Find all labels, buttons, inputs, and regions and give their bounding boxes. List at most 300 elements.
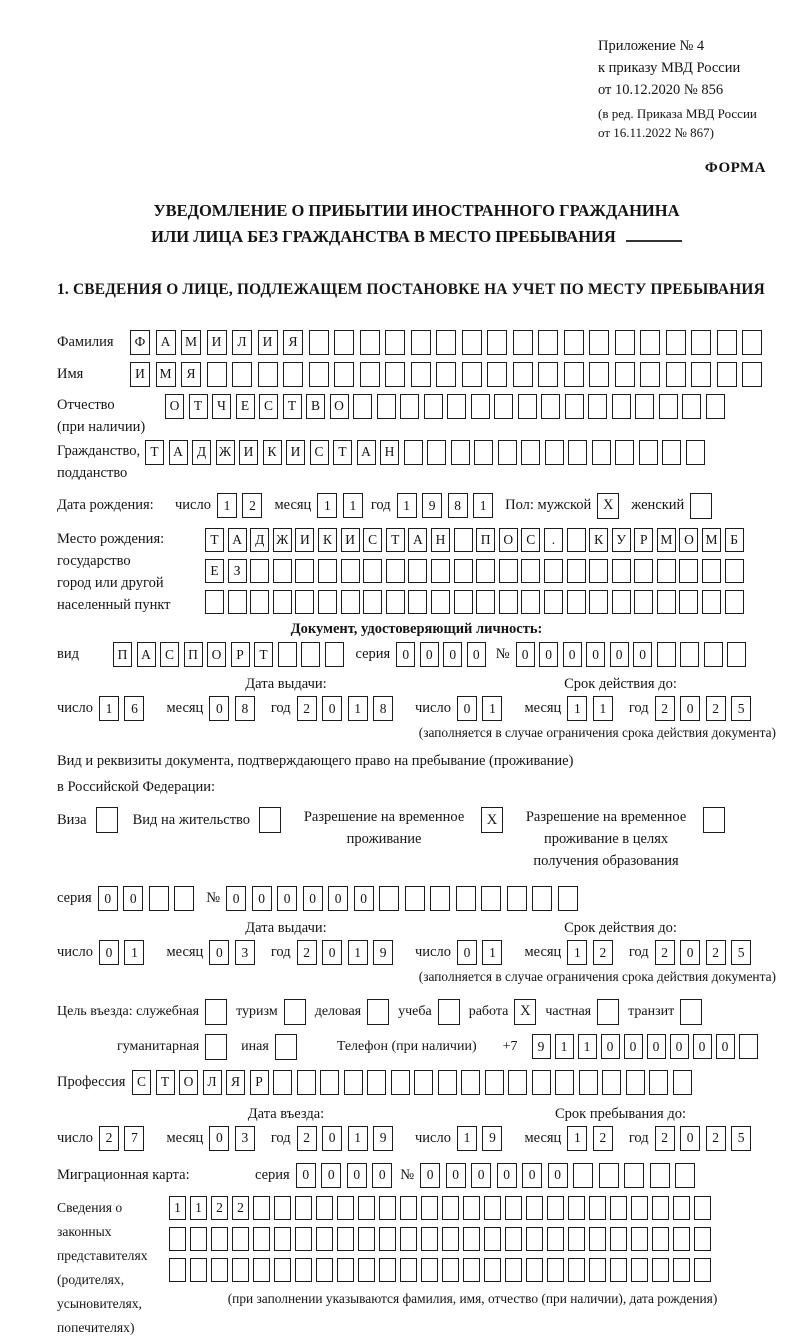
char-box (673, 1070, 692, 1095)
char-box: 0 (277, 886, 297, 911)
char-box: 2 (655, 940, 675, 965)
field-given-name (130, 362, 762, 387)
purpose-humanitarian (117, 1034, 227, 1060)
purpose-transit (628, 999, 702, 1025)
char-box (316, 1227, 333, 1251)
label-number: № (206, 890, 221, 907)
char-box: Н (380, 440, 399, 465)
char-box (454, 528, 473, 552)
char-box (325, 642, 344, 667)
label-day: число (415, 1129, 451, 1146)
char-box: Д (192, 440, 211, 465)
char-box: И (207, 330, 227, 355)
char-box: К (263, 440, 282, 465)
char-box (631, 1196, 648, 1220)
label-doc-type: вид (57, 646, 79, 663)
char-box: П (113, 642, 132, 667)
label-issue-date: Дата выдачи: (245, 920, 327, 937)
field-stay-day (457, 1126, 503, 1151)
char-box (211, 1227, 228, 1251)
char-box (602, 1070, 621, 1095)
char-box (568, 1258, 585, 1282)
char-box (447, 394, 466, 419)
char-box: Ж (216, 440, 235, 465)
char-box: 0 (347, 1163, 367, 1188)
char-box (386, 590, 405, 614)
char-box: X (514, 999, 536, 1025)
char-box (205, 1034, 227, 1060)
char-box: С (310, 440, 329, 465)
label-transit: транзит (628, 1003, 675, 1019)
char-box: 0 (471, 1163, 491, 1188)
char-box: 1 (348, 940, 368, 965)
field-migration-series (296, 1163, 393, 1188)
permit-dates (57, 940, 776, 965)
label-representatives-line5: усыновителях, (57, 1295, 142, 1311)
label-private: частная (545, 1003, 592, 1019)
char-box (634, 590, 653, 614)
char-box (592, 440, 611, 465)
char-box (657, 590, 676, 614)
char-box (400, 394, 419, 419)
label-day: число (415, 700, 451, 717)
char-box: А (408, 528, 427, 552)
field-representatives-line1 (169, 1196, 776, 1220)
field-entry-month (209, 1126, 255, 1151)
char-box (408, 590, 427, 614)
label-temp-residence-edu-line1: Разрешение на временное (525, 809, 687, 826)
char-box: 1 (482, 940, 502, 965)
field-birth-year (397, 493, 494, 518)
checkbox-other (275, 1034, 297, 1060)
char-box (341, 559, 360, 583)
char-box (599, 1163, 619, 1188)
char-box (424, 394, 443, 419)
char-box: А (156, 330, 176, 355)
char-box (436, 330, 456, 355)
char-box (259, 807, 281, 833)
char-box (275, 1034, 297, 1060)
char-box (487, 362, 507, 387)
checkbox-residence-permit (259, 807, 281, 833)
label-month: месяц (166, 944, 204, 961)
char-box (481, 886, 501, 911)
char-box (205, 999, 227, 1025)
label-year: год (270, 944, 291, 961)
purpose-study (398, 999, 460, 1025)
entry-date (57, 1126, 415, 1151)
char-box (174, 886, 194, 911)
char-box (411, 362, 431, 387)
char-box (649, 1070, 668, 1095)
char-box (612, 559, 631, 583)
char-box (476, 559, 495, 583)
char-box: 1 (473, 493, 493, 518)
label-business: деловая (314, 1003, 362, 1019)
char-box: 0 (322, 696, 342, 721)
field-id-expiry-year (655, 696, 752, 721)
char-box (634, 559, 653, 583)
label-year: год (628, 944, 649, 961)
char-box: 1 (317, 493, 337, 518)
char-box (337, 1227, 354, 1251)
label-birthplace-line1: Место рождения: (57, 530, 165, 547)
char-box (568, 440, 587, 465)
char-box: Т (145, 440, 164, 465)
field-birth-month (317, 493, 363, 518)
field-permit-expiry-day (457, 940, 503, 965)
field-permit-expiry-month (567, 940, 613, 965)
label-residence-permit: Вид на жительство (132, 812, 251, 829)
char-box (427, 440, 446, 465)
char-box: П (184, 642, 203, 667)
char-box (379, 1196, 396, 1220)
char-box (521, 590, 540, 614)
char-box: 2 (297, 940, 317, 965)
char-box: 0 (321, 1163, 341, 1188)
char-box (659, 394, 678, 419)
char-box (657, 642, 676, 667)
char-box (545, 440, 564, 465)
char-box (400, 1258, 417, 1282)
char-box (615, 362, 635, 387)
char-box: И (258, 330, 278, 355)
char-box: 0 (693, 1034, 712, 1059)
char-box: О (330, 394, 349, 419)
char-box: Я (283, 330, 303, 355)
char-box: Р (634, 528, 653, 552)
row-migration-card (57, 1163, 776, 1188)
char-box (624, 1163, 644, 1188)
label-series: серия (57, 890, 92, 907)
residence-doc-text-2: в Российской Федерации: (57, 779, 216, 796)
char-box (538, 362, 558, 387)
char-box: 5 (731, 940, 751, 965)
label-migration-card: Миграционная карта: (57, 1166, 190, 1183)
char-box (650, 1163, 670, 1188)
char-box: 0 (522, 1163, 542, 1188)
char-box (463, 1196, 480, 1220)
char-box (567, 528, 586, 552)
char-box: 2 (706, 1126, 726, 1151)
char-box: С (132, 1070, 151, 1095)
label-study: учеба (398, 1003, 432, 1019)
label-representatives-line6: попечителях) (57, 1319, 135, 1335)
char-box: 0 (680, 940, 700, 965)
char-box: 1 (190, 1196, 207, 1220)
char-box (691, 362, 711, 387)
permit-issue-date (57, 940, 415, 965)
char-box (391, 1070, 410, 1095)
field-id-expiry-month (567, 696, 613, 721)
char-box: 0 (467, 642, 486, 667)
checkbox-temp-residence-edu (703, 807, 725, 833)
char-box (318, 590, 337, 614)
char-box (408, 559, 427, 583)
char-box (476, 590, 495, 614)
label-month: месяц (166, 1129, 204, 1146)
char-box: 3 (235, 940, 255, 965)
char-box (273, 1070, 292, 1095)
field-stay-year (655, 1126, 752, 1151)
char-box (367, 1070, 386, 1095)
char-box (405, 886, 425, 911)
char-box: 1 (348, 1126, 368, 1151)
char-box (612, 394, 631, 419)
char-box: С (259, 394, 278, 419)
char-box (363, 590, 382, 614)
label-number: № (495, 646, 510, 663)
char-box: 0 (296, 1163, 316, 1188)
char-box (337, 1196, 354, 1220)
label-humanitarian: гуманитарная (117, 1038, 200, 1054)
row-birth-date (57, 493, 776, 519)
label-profession: Профессия (57, 1073, 126, 1090)
char-box: 2 (593, 1126, 613, 1151)
char-box: О (207, 642, 226, 667)
char-box: 9 (373, 1126, 393, 1151)
field-permit-issue-month (209, 940, 255, 965)
char-box (430, 886, 450, 911)
char-box (640, 362, 660, 387)
char-box (421, 1227, 438, 1251)
char-box: О (499, 528, 518, 552)
permit-residence (133, 807, 281, 833)
char-box: Л (232, 330, 252, 355)
label-birthplace (57, 528, 205, 616)
char-box (631, 1227, 648, 1251)
permit-visa (57, 807, 118, 833)
char-box: 2 (232, 1196, 249, 1220)
char-box (169, 1227, 186, 1251)
char-box (456, 886, 476, 911)
label-temp-residence-line2: проживание (346, 830, 422, 847)
char-box (436, 362, 456, 387)
char-box: Ж (273, 528, 292, 552)
char-box: 3 (235, 1126, 255, 1151)
char-box: 0 (563, 642, 582, 667)
checkbox-sex-male (597, 493, 619, 519)
char-box (474, 440, 493, 465)
char-box (610, 1196, 627, 1220)
char-box: Т (283, 394, 302, 419)
char-box (442, 1196, 459, 1220)
char-box: 0 (647, 1034, 666, 1059)
char-box (640, 330, 660, 355)
char-box: 2 (297, 696, 317, 721)
char-box: 1 (482, 696, 502, 721)
char-box: Е (205, 559, 224, 583)
char-box: 0 (328, 886, 348, 911)
label-stay-until: Срок пребывания до: (555, 1105, 686, 1122)
char-box: 0 (539, 642, 558, 667)
field-surname (130, 330, 762, 355)
char-box: 0 (716, 1034, 735, 1059)
row-purpose-phone (57, 1034, 776, 1060)
char-box: Т (254, 642, 273, 667)
char-box: 1 (348, 696, 368, 721)
char-box: Б (725, 528, 744, 552)
char-box: А (228, 528, 247, 552)
char-box: 0 (252, 886, 272, 911)
char-box (273, 590, 292, 614)
char-box: 9 (373, 940, 393, 965)
stay-until-date (415, 1126, 776, 1151)
char-box: К (318, 528, 337, 552)
char-box (253, 1258, 270, 1282)
field-birthplace-line1 (205, 528, 744, 552)
label-year: год (628, 700, 649, 717)
label-year: год (628, 1129, 649, 1146)
char-box: Е (236, 394, 255, 419)
char-box (297, 1070, 316, 1095)
checkbox-business (367, 999, 389, 1025)
field-profession (132, 1070, 692, 1095)
char-box (273, 559, 292, 583)
permit-temp-residence-edu (518, 807, 725, 872)
char-box (662, 440, 681, 465)
char-box (232, 1227, 249, 1251)
char-box (547, 1227, 564, 1251)
field-representatives-line3 (169, 1258, 776, 1282)
char-box: Т (156, 1070, 175, 1095)
label-day: число (57, 1129, 93, 1146)
char-box (589, 559, 608, 583)
char-box: 0 (303, 886, 323, 911)
char-box: 0 (99, 940, 119, 965)
char-box (673, 1196, 690, 1220)
label-other: иная (241, 1038, 269, 1054)
char-box (484, 1196, 501, 1220)
char-box: 2 (655, 1126, 675, 1151)
char-box: 0 (457, 696, 477, 721)
char-box (666, 362, 686, 387)
char-box (461, 1070, 480, 1095)
char-box (211, 1258, 228, 1282)
purpose-tourism (236, 999, 306, 1025)
row-birthplace (57, 528, 776, 616)
char-box (379, 886, 399, 911)
char-box (431, 590, 450, 614)
char-box (334, 362, 354, 387)
field-doc-series (396, 642, 486, 667)
char-box (442, 1227, 459, 1251)
char-box (404, 440, 423, 465)
char-box: Т (205, 528, 224, 552)
char-box: И (295, 528, 314, 552)
char-box: 9 (422, 493, 442, 518)
char-box: С (521, 528, 540, 552)
label-representatives-line4: (родителях, (57, 1271, 125, 1287)
char-box (652, 1258, 669, 1282)
char-box (334, 330, 354, 355)
char-box (588, 394, 607, 419)
char-box: И (341, 528, 360, 552)
char-box (278, 642, 297, 667)
char-box (673, 1227, 690, 1251)
char-box: 0 (396, 642, 415, 667)
char-box: 0 (548, 1163, 568, 1188)
char-box (589, 1258, 606, 1282)
char-box (411, 330, 431, 355)
char-box (358, 1258, 375, 1282)
form-title-line-1: УВЕДОМЛЕНИЕ О ПРИБЫТИИ ИНОСТРАННОГО ГРАЖДАНИНА (153, 201, 680, 221)
char-box: И (130, 362, 150, 387)
char-box (341, 590, 360, 614)
char-box (494, 394, 513, 419)
label-temp-residence-edu (518, 807, 694, 872)
label-purpose-official: Цель въезда: служебная (57, 1003, 200, 1019)
char-box: 8 (373, 696, 393, 721)
char-box (725, 559, 744, 583)
permit-date-headers (57, 919, 776, 938)
label-day: число (57, 944, 93, 961)
char-box (353, 394, 372, 419)
field-birth-day (217, 493, 263, 518)
char-box (679, 559, 698, 583)
checkbox-humanitarian (205, 1034, 227, 1060)
char-box: 0 (633, 642, 652, 667)
row-permit-type (57, 807, 776, 872)
char-box (589, 590, 608, 614)
char-box (680, 999, 702, 1025)
label-temp-residence-line1: Разрешение на временное (303, 809, 465, 826)
char-box: 1 (593, 696, 613, 721)
char-box: 2 (297, 1126, 317, 1151)
label-phone: Телефон (при наличии) (336, 1038, 477, 1054)
entry-date-headers (57, 1105, 776, 1124)
char-box (232, 362, 252, 387)
char-box (451, 440, 470, 465)
char-box: Ч (212, 394, 231, 419)
form-title-line-2 (57, 224, 776, 250)
checkbox-transit (680, 999, 702, 1025)
char-box: Т (386, 528, 405, 552)
label-series: серия (355, 646, 391, 663)
row-surname (57, 330, 776, 355)
char-box: 1 (578, 1034, 597, 1059)
field-id-issue-day (99, 696, 145, 721)
char-box (438, 1070, 457, 1095)
char-box (694, 1258, 711, 1282)
char-box: Я (226, 1070, 245, 1095)
label-phone-prefix: +7 (502, 1038, 518, 1054)
char-box (518, 394, 537, 419)
title-blank-line (626, 227, 682, 242)
field-permit-issue-year (297, 940, 394, 965)
label-sex-male: Пол: мужской (505, 497, 592, 514)
char-box: Р (250, 1070, 269, 1095)
char-box: 6 (124, 696, 144, 721)
char-box (547, 1196, 564, 1220)
label-month: месяц (274, 497, 312, 514)
forma-label: ФОРМА (704, 159, 766, 176)
char-box (363, 559, 382, 583)
char-box (513, 330, 533, 355)
purpose-private (545, 999, 619, 1025)
char-box: С (160, 642, 179, 667)
label-given-name: Имя (57, 365, 84, 382)
char-box (484, 1227, 501, 1251)
char-box (463, 1258, 480, 1282)
field-entry-year (297, 1126, 394, 1151)
char-box (717, 362, 737, 387)
char-box (631, 1258, 648, 1282)
char-box: 1 (124, 940, 144, 965)
char-box (421, 1196, 438, 1220)
label-patronymic (57, 394, 165, 438)
char-box (431, 559, 450, 583)
